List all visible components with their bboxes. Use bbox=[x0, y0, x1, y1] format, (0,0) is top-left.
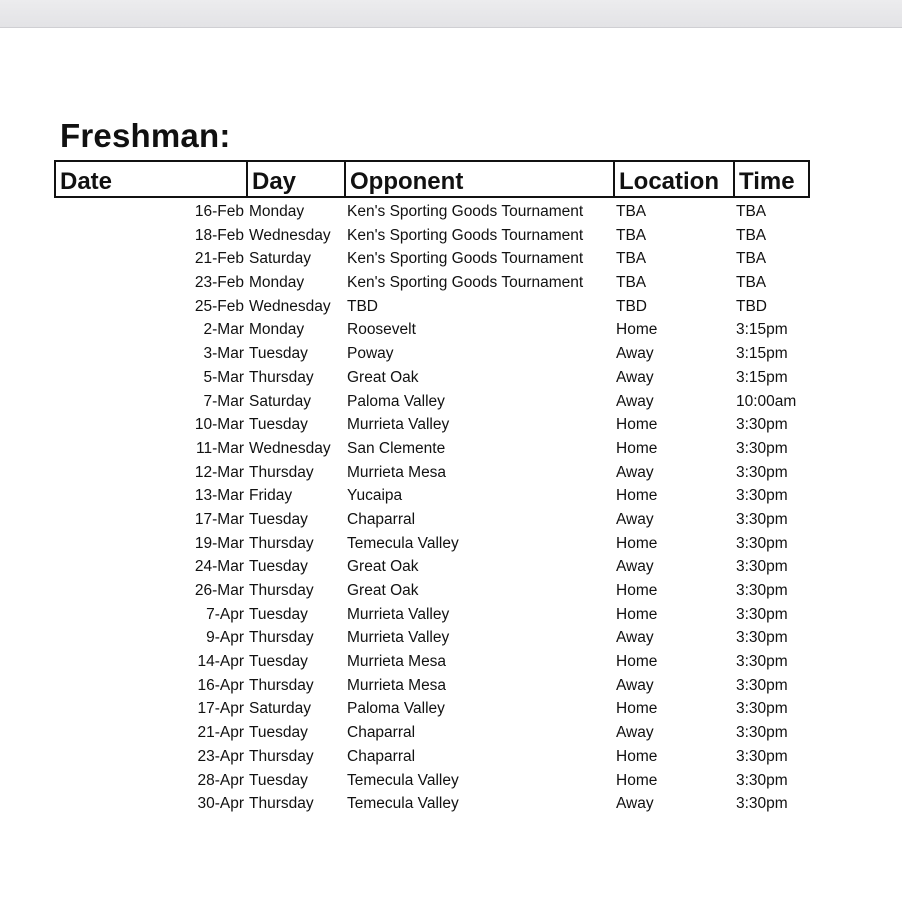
cell-time: TBA bbox=[736, 226, 767, 244]
cell-opponent: Murrieta Mesa bbox=[347, 676, 447, 694]
schedule-rows bbox=[0, 200, 902, 816]
cell-day: Tuesday bbox=[249, 653, 308, 671]
cell-opponent: Great Oak bbox=[347, 368, 419, 386]
cell-time: 3:30pm bbox=[736, 700, 788, 718]
cell-day: Tuesday bbox=[249, 510, 308, 528]
cell-time: TBA bbox=[736, 274, 767, 292]
cell-location: Home bbox=[616, 321, 658, 339]
cell-day: Monday bbox=[249, 274, 305, 292]
cell-opponent: Chaparral bbox=[347, 724, 416, 742]
table-row bbox=[0, 224, 902, 248]
cell-location: Home bbox=[616, 487, 658, 505]
table-row bbox=[0, 626, 902, 650]
cell-time: 3:30pm bbox=[736, 795, 788, 813]
cell-opponent: Murrieta Valley bbox=[347, 605, 450, 623]
table-row bbox=[0, 532, 902, 556]
table-row bbox=[0, 390, 902, 414]
table-row bbox=[0, 603, 902, 627]
cell-day: Thursday bbox=[249, 582, 314, 599]
cell-date: 7-Apr bbox=[206, 605, 244, 623]
cell-time: 3:30pm bbox=[736, 582, 788, 599]
header-date: Date bbox=[60, 168, 113, 195]
cell-day: Tuesday bbox=[249, 724, 308, 742]
cell-date: 13-Mar bbox=[194, 487, 244, 505]
cell-location: Away bbox=[616, 463, 654, 481]
cell-time: 3:15pm bbox=[736, 345, 788, 363]
table-row bbox=[0, 721, 902, 745]
table-row bbox=[0, 674, 902, 698]
cell-location: Away bbox=[616, 392, 654, 410]
cell-opponent: San Clemente bbox=[347, 439, 446, 457]
cell-date: 2-Mar bbox=[203, 321, 244, 339]
cell-location: Home bbox=[616, 416, 658, 434]
cell-location: TBA bbox=[616, 274, 647, 292]
cell-location: Away bbox=[616, 676, 654, 694]
cell-day: Thursday bbox=[249, 463, 314, 481]
table-row bbox=[0, 318, 902, 342]
cell-time: 3:30pm bbox=[736, 439, 788, 457]
table-row bbox=[0, 579, 902, 603]
cell-location: Away bbox=[616, 368, 654, 386]
cell-location: TBA bbox=[616, 203, 647, 220]
cell-time: 3:15pm bbox=[736, 321, 788, 339]
cell-date: 23-Feb bbox=[194, 274, 244, 292]
cell-opponent: Murrieta Valley bbox=[347, 629, 450, 647]
cell-date: 21-Apr bbox=[197, 724, 244, 742]
cell-opponent: Chaparral bbox=[347, 510, 416, 528]
table-row bbox=[0, 295, 902, 319]
table-row bbox=[0, 461, 902, 485]
cell-time: 3:30pm bbox=[736, 629, 788, 647]
cell-opponent: Ken's Sporting Goods Tournament bbox=[347, 203, 584, 220]
cell-opponent: Temecula Valley bbox=[347, 771, 459, 789]
cell-time: 10:00am bbox=[736, 392, 797, 410]
cell-time: 3:30pm bbox=[736, 724, 788, 742]
table-row bbox=[0, 437, 902, 461]
cell-location: TBD bbox=[616, 297, 647, 315]
cell-day: Thursday bbox=[249, 368, 314, 386]
cell-opponent: Ken's Sporting Goods Tournament bbox=[347, 250, 584, 268]
cell-opponent: Murrieta Mesa bbox=[347, 653, 447, 671]
cell-day: Thursday bbox=[249, 534, 314, 552]
cell-day: Wednesday bbox=[249, 439, 331, 457]
cell-time: 3:30pm bbox=[736, 676, 788, 694]
header-location: Location bbox=[613, 162, 733, 196]
table-row bbox=[0, 484, 902, 508]
cell-date: 7-Mar bbox=[203, 392, 244, 410]
cell-day: Tuesday bbox=[249, 345, 308, 363]
cell-day: Thursday bbox=[249, 795, 314, 813]
cell-date: 17-Mar bbox=[194, 510, 244, 528]
header-time: Time bbox=[733, 162, 808, 196]
cell-location: Home bbox=[616, 605, 658, 623]
cell-date: 11-Mar bbox=[196, 439, 244, 457]
cell-day: Tuesday bbox=[249, 558, 308, 576]
cell-day: Thursday bbox=[249, 747, 314, 765]
cell-date: 23-Apr bbox=[197, 747, 244, 765]
cell-location: Away bbox=[616, 629, 654, 647]
cell-time: TBA bbox=[736, 203, 767, 220]
cell-date: 9-Apr bbox=[206, 629, 244, 647]
cell-time: 3:30pm bbox=[736, 416, 788, 434]
cell-opponent: Temecula Valley bbox=[347, 534, 459, 552]
cell-day: Tuesday bbox=[249, 771, 308, 789]
cell-day: Saturday bbox=[249, 700, 312, 718]
cell-day: Saturday bbox=[249, 392, 312, 410]
cell-day: Monday bbox=[249, 321, 305, 339]
cell-opponent: Great Oak bbox=[347, 582, 419, 599]
cell-time: 3:30pm bbox=[736, 463, 788, 481]
cell-location: Away bbox=[616, 345, 654, 363]
cell-day: Tuesday bbox=[249, 605, 308, 623]
cell-time: 3:30pm bbox=[736, 558, 788, 576]
cell-location: Home bbox=[616, 582, 658, 599]
cell-time: 3:30pm bbox=[736, 771, 788, 789]
cell-date: 18-Feb bbox=[194, 226, 244, 244]
table-row bbox=[0, 745, 902, 769]
cell-date: 16-Apr bbox=[197, 676, 244, 694]
cell-time: TBA bbox=[736, 250, 767, 268]
cell-date: 5-Mar bbox=[203, 368, 244, 386]
cell-location: Home bbox=[616, 771, 658, 789]
cell-date: 21-Feb bbox=[194, 250, 244, 268]
table-row bbox=[0, 650, 902, 674]
header-opponent: Opponent bbox=[344, 162, 613, 196]
cell-location: Home bbox=[616, 534, 658, 552]
cell-opponent: Murrieta Valley bbox=[347, 416, 450, 434]
cell-day: Thursday bbox=[249, 676, 314, 694]
table-row bbox=[0, 697, 902, 721]
cell-time: 3:30pm bbox=[736, 534, 788, 552]
cell-day: Tuesday bbox=[249, 416, 308, 434]
table-row bbox=[0, 366, 902, 390]
cell-location: TBA bbox=[616, 250, 647, 268]
cell-date: 24-Mar bbox=[194, 558, 244, 576]
cell-day: Monday bbox=[249, 203, 305, 220]
table-row bbox=[0, 792, 902, 816]
table-row bbox=[0, 508, 902, 532]
cell-opponent: Roosevelt bbox=[347, 321, 416, 339]
cell-opponent: Ken's Sporting Goods Tournament bbox=[347, 274, 584, 292]
header-day: Day bbox=[246, 162, 344, 196]
cell-location: Home bbox=[616, 747, 658, 765]
cell-opponent: Ken's Sporting Goods Tournament bbox=[347, 226, 584, 244]
table-row bbox=[0, 769, 902, 793]
cell-location: Away bbox=[616, 724, 654, 742]
table-row bbox=[0, 200, 902, 224]
cell-date: 10-Mar bbox=[194, 416, 244, 434]
cell-opponent: Poway bbox=[347, 345, 394, 363]
cell-opponent: Murrieta Mesa bbox=[347, 463, 447, 481]
cell-opponent: Great Oak bbox=[347, 558, 419, 576]
cell-date: 25-Feb bbox=[194, 297, 244, 315]
cell-opponent: Yucaipa bbox=[347, 487, 403, 505]
cell-location: Away bbox=[616, 558, 654, 576]
cell-location: Away bbox=[616, 795, 654, 813]
table-row bbox=[0, 247, 902, 271]
cell-date: 12-Mar bbox=[194, 463, 244, 481]
table-row bbox=[0, 555, 902, 579]
table-row bbox=[0, 342, 902, 366]
cell-day: Friday bbox=[249, 487, 293, 505]
cell-time: 3:30pm bbox=[736, 653, 788, 671]
cell-time: 3:30pm bbox=[736, 747, 788, 765]
cell-time: 3:15pm bbox=[736, 368, 788, 386]
cell-location: Away bbox=[616, 510, 654, 528]
table-row bbox=[0, 413, 902, 437]
cell-day: Saturday bbox=[249, 250, 312, 268]
cell-date: 19-Mar bbox=[194, 534, 244, 552]
cell-date: 3-Mar bbox=[203, 345, 244, 363]
cell-date: 14-Apr bbox=[197, 653, 244, 671]
cell-opponent: Paloma Valley bbox=[347, 700, 445, 718]
cell-date: 16-Feb bbox=[194, 203, 244, 220]
cell-date: 17-Apr bbox=[197, 700, 244, 718]
cell-time: 3:30pm bbox=[736, 605, 788, 623]
table-row bbox=[0, 271, 902, 295]
cell-date: 26-Mar bbox=[194, 582, 244, 599]
cell-day: Thursday bbox=[249, 629, 314, 647]
cell-date: 28-Apr bbox=[197, 771, 244, 789]
cell-opponent: TBD bbox=[347, 297, 378, 315]
cell-opponent: Paloma Valley bbox=[347, 392, 445, 410]
cell-location: Home bbox=[616, 653, 658, 671]
cell-location: TBA bbox=[616, 226, 647, 244]
table-header bbox=[54, 160, 810, 198]
cell-time: 3:30pm bbox=[736, 487, 788, 505]
cell-opponent: Temecula Valley bbox=[347, 795, 459, 813]
cell-day: Wednesday bbox=[249, 297, 331, 315]
cell-location: Home bbox=[616, 439, 658, 457]
cell-opponent: Chaparral bbox=[347, 747, 416, 765]
cell-location: Home bbox=[616, 700, 658, 718]
cell-time: TBD bbox=[736, 297, 767, 315]
page-title: Freshman: bbox=[60, 117, 231, 154]
cell-date: 30-Apr bbox=[197, 795, 244, 813]
cell-time: 3:30pm bbox=[736, 510, 788, 528]
cell-day: Wednesday bbox=[249, 226, 331, 244]
